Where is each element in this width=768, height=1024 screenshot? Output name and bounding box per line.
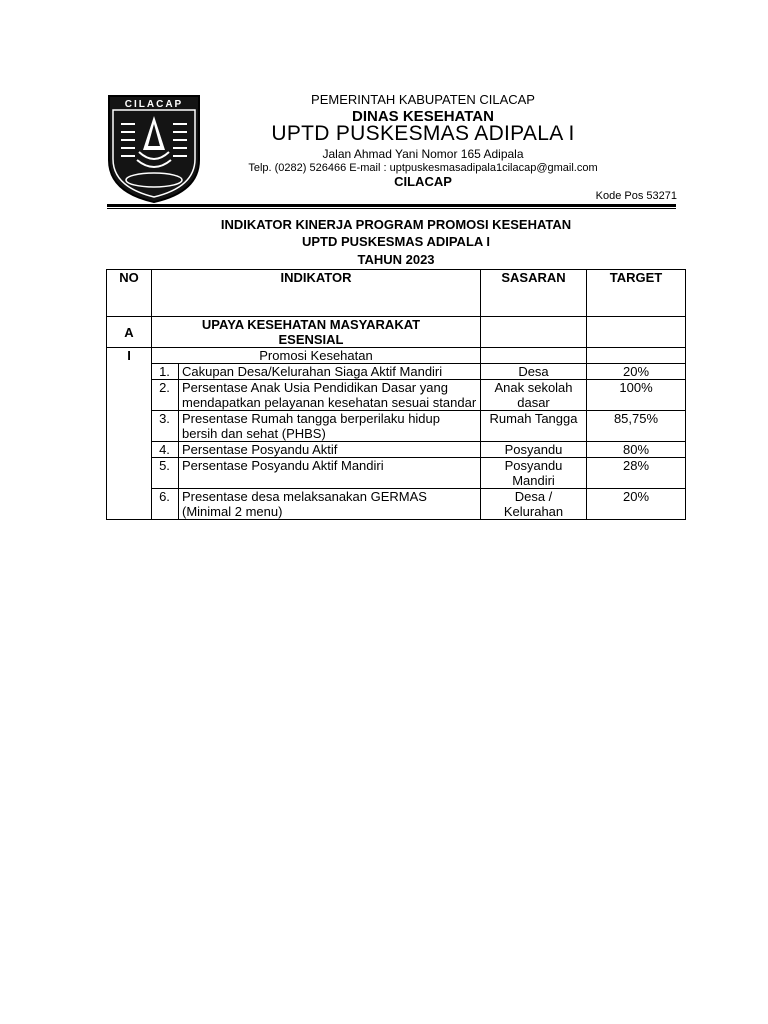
section-code: A xyxy=(107,317,152,348)
column-header-target: TARGET xyxy=(587,270,686,317)
table-row xyxy=(107,364,686,380)
column-header-indikator: INDIKATOR xyxy=(152,270,481,317)
row-number: 5. xyxy=(152,458,179,489)
table-header-row xyxy=(107,270,686,317)
column-header-no: NO xyxy=(107,270,152,317)
letterhead-divider-thin xyxy=(107,208,676,209)
subsection-code: I xyxy=(107,348,152,520)
city: CILACAP xyxy=(394,174,452,189)
row-sasaran: Posyandu xyxy=(481,442,587,458)
document-subtitle: UPTD PUSKESMAS ADIPALA I xyxy=(301,234,491,249)
government-name: PEMERINTAH KABUPATEN CILACAP xyxy=(311,92,535,107)
institution-name: UPTD PUSKESMAS ADIPALA I xyxy=(271,122,575,145)
indicator-table xyxy=(106,269,686,520)
row-indikator: Persentase Posyandu Aktif Mandiri xyxy=(179,458,481,489)
row-sasaran: Anak sekolah dasar xyxy=(481,380,587,411)
row-number: 2. xyxy=(152,380,179,411)
row-indikator: Presentase Rumah tangga berperilaku hidup bersih dan sehat (PHBS) xyxy=(179,411,481,442)
subsection-label: Promosi Kesehatan xyxy=(152,348,481,364)
row-target: 20% xyxy=(587,489,686,520)
section-label: UPAYA KESEHATAN MASYARAKAT ESENSIAL xyxy=(152,317,481,348)
row-number: 1. xyxy=(152,364,179,380)
row-sasaran: Desa xyxy=(481,364,587,380)
row-indikator: Presentase desa melaksanakan GERMAS (Minimal 2 menu) xyxy=(179,489,481,520)
address: Jalan Ahmad Yani Nomor 165 Adipala xyxy=(322,147,524,161)
row-indikator: Persentase Posyandu Aktif xyxy=(179,442,481,458)
table-row xyxy=(107,442,686,458)
row-indikator: Cakupan Desa/Kelurahan Siaga Aktif Mandiri xyxy=(179,364,481,380)
row-sasaran: Posyandu Mandiri xyxy=(481,458,587,489)
document-year: TAHUN 2023 xyxy=(357,252,435,267)
row-number: 3. xyxy=(152,411,179,442)
row-target: 100% xyxy=(587,380,686,411)
section-row xyxy=(107,317,686,348)
table-row xyxy=(107,411,686,442)
document-title: INDIKATOR KINERJA PROGRAM PROMOSI KESEHATAN xyxy=(220,217,572,232)
subsection-row xyxy=(107,348,686,364)
row-target: 85,75% xyxy=(587,411,686,442)
department-name: DINAS KESEHATAN xyxy=(352,108,494,125)
postal-code: Kode Pos 53271 xyxy=(595,190,677,202)
row-target: 28% xyxy=(587,458,686,489)
row-sasaran: Rumah Tangga xyxy=(481,411,587,442)
row-target: 80% xyxy=(587,442,686,458)
table-row xyxy=(107,458,686,489)
contact-info: Telp. (0282) 526466 E-mail : uptpuskesmasadipala1cilacap@gmail.com xyxy=(248,162,598,174)
table-row xyxy=(107,380,686,411)
row-indikator: Persentase Anak Usia Pendidikan Dasar yang mendapatkan pelayanan kesehatan sesuai standar xyxy=(179,380,481,411)
row-sasaran: Desa / Kelurahan xyxy=(481,489,587,520)
column-header-sasaran: SASARAN xyxy=(481,270,587,317)
table-row xyxy=(107,489,686,520)
row-number: 6. xyxy=(152,489,179,520)
logo-text: CILACAP xyxy=(124,99,184,110)
row-number: 4. xyxy=(152,442,179,458)
cilacap-regency-emblem xyxy=(107,94,201,204)
row-target: 20% xyxy=(587,364,686,380)
letterhead-divider-thick xyxy=(107,204,676,207)
